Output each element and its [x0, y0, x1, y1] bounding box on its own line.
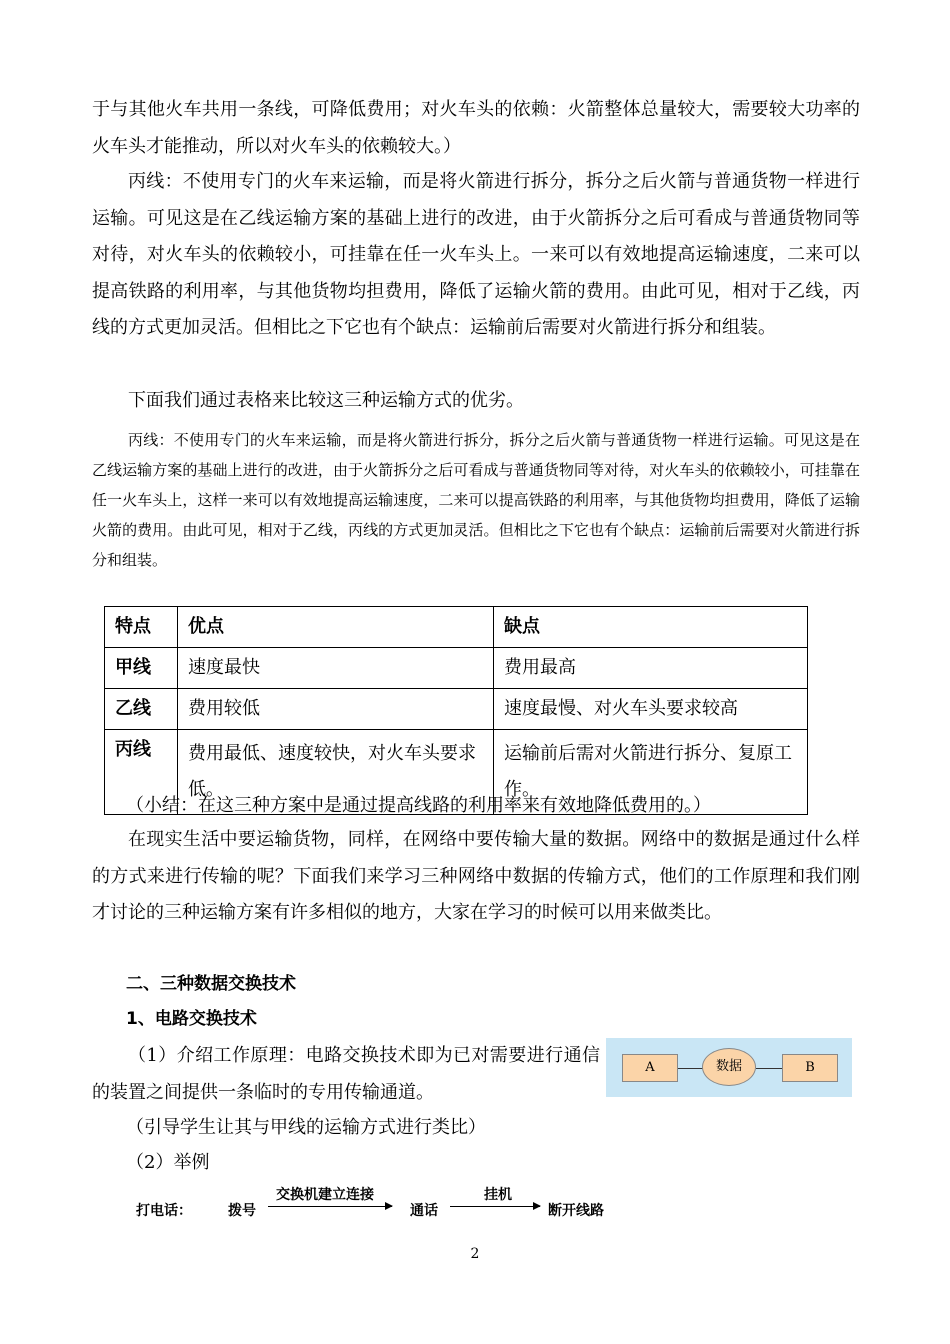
table-row — [105, 689, 808, 730]
paragraph-7: （1）介绍工作原理：电路交换技术即为已对需要进行通信的装置之间提供一条临时的专用传输通道。 — [92, 1045, 600, 1103]
table-header-cell: 特点 — [105, 607, 178, 648]
flow-arrow-label: 挂机 — [484, 1187, 512, 1203]
flow-step-talk: 通话 — [410, 1203, 438, 1219]
paragraph-8: （引导学生让其与甲线的运输方式进行类比） — [126, 1117, 486, 1138]
paragraph-1: 于与其他火车共用一条线，可降低费用；对火车头的依赖：火箭整体总量较大，需要较大功率的火车头才能推动，所以对火车头的依赖较大。） — [92, 99, 860, 157]
comparison-table — [104, 606, 808, 815]
paragraph-2: 丙线：不使用专门的火车来运输，而是将火箭进行拆分，拆分之后火箭与普通货物一样进行运输。可见这是在乙线运输方案的基础上进行的改进，由于火箭拆分之后可看成与普通货物同等对待，对火车头的依赖较小，可挂靠在任一火车头上。一来可以有效地提高运输速度，二来可以提高铁路的利用率，与其他货物均担费用，降低了运输火箭的费用。由此可见，相对于乙线，丙线的方式更加灵活。但相比之下它也有个缺点：运输前后需要对火箭进行拆分和组装。 — [92, 171, 860, 338]
phone-call-flow — [132, 1184, 652, 1224]
connector-line — [678, 1068, 704, 1069]
table-cell: 费用最低、速度较快，对火车头要求低。 — [178, 730, 494, 815]
table-cell: 速度最慢、对火车头要求较高 — [494, 689, 808, 730]
paragraph-4: 丙线：不使用专门的火车来运输，而是将火箭进行拆分，拆分之后火箭与普通货物一样进行运输。可见这是在乙线运输方案的基础上进行的改进，由于火箭拆分之后可看成与普通货物同等对待，对火车头的依赖较小，可挂靠在任一火车头上，这样一来可以有效地提高运输速度，二来可以提高铁路的利用率，与其他货物均担费用，降低了运输火箭的费用。由此可见，相对于乙线，丙线的方式更加灵活。但相比之下它也有个缺点：运输前后需要对火箭进行拆分和组装。 — [92, 431, 860, 569]
flow-step-hangup: 断开线路 — [548, 1203, 604, 1219]
flow-step-dial: 拨号 — [228, 1203, 256, 1219]
node-b: B — [782, 1054, 838, 1082]
table-cell: 费用较低 — [178, 689, 494, 730]
table-header-cell: 优点 — [178, 607, 494, 648]
connector-line — [756, 1068, 784, 1069]
table-row — [105, 648, 808, 689]
circuit-diagram — [606, 1038, 852, 1097]
table-cell: 运输前后需对火箭进行拆分、复原工作。 — [494, 730, 808, 815]
section-heading: 二、三种数据交换技术 — [126, 974, 296, 994]
table-cell: 丙线 — [105, 730, 178, 815]
page-number: 2 — [470, 1246, 480, 1262]
paragraph-3: 下面我们通过表格来比较这三种运输方式的优劣。 — [128, 390, 524, 411]
data-node: 数据 — [702, 1048, 756, 1086]
paragraph-6: 在现实生活中要运输货物，同样，在网络中要传输大量的数据。网络中的数据是通过什么样的方式来进行传输的呢？下面我们来学习三种网络中数据的传输方式，他们的工作原理和我们刚才讨论的三种运输方案有许多相似的地方，大家在学习的时候可以用来做类比。 — [92, 829, 860, 923]
table-cell: 费用最高 — [494, 648, 808, 689]
subsection-heading: 1、电路交换技术 — [126, 1009, 257, 1029]
flow-label: 打电话： — [136, 1203, 192, 1219]
table-header-row — [105, 607, 808, 648]
table-cell: 甲线 — [105, 648, 178, 689]
table-header-cell: 缺点 — [494, 607, 808, 648]
paragraph-9: （2）举例 — [126, 1152, 210, 1173]
table-cell: 乙线 — [105, 689, 178, 730]
node-a: A — [622, 1054, 678, 1082]
arrow-icon — [268, 1206, 392, 1207]
flow-arrow-label: 交换机建立连接 — [276, 1187, 374, 1203]
table-cell: 速度最快 — [178, 648, 494, 689]
arrow-icon — [450, 1206, 540, 1207]
summary-note: （小结：在这三种方案中是通过提高线路的利用率来有效地降低费用的。） — [126, 795, 711, 816]
